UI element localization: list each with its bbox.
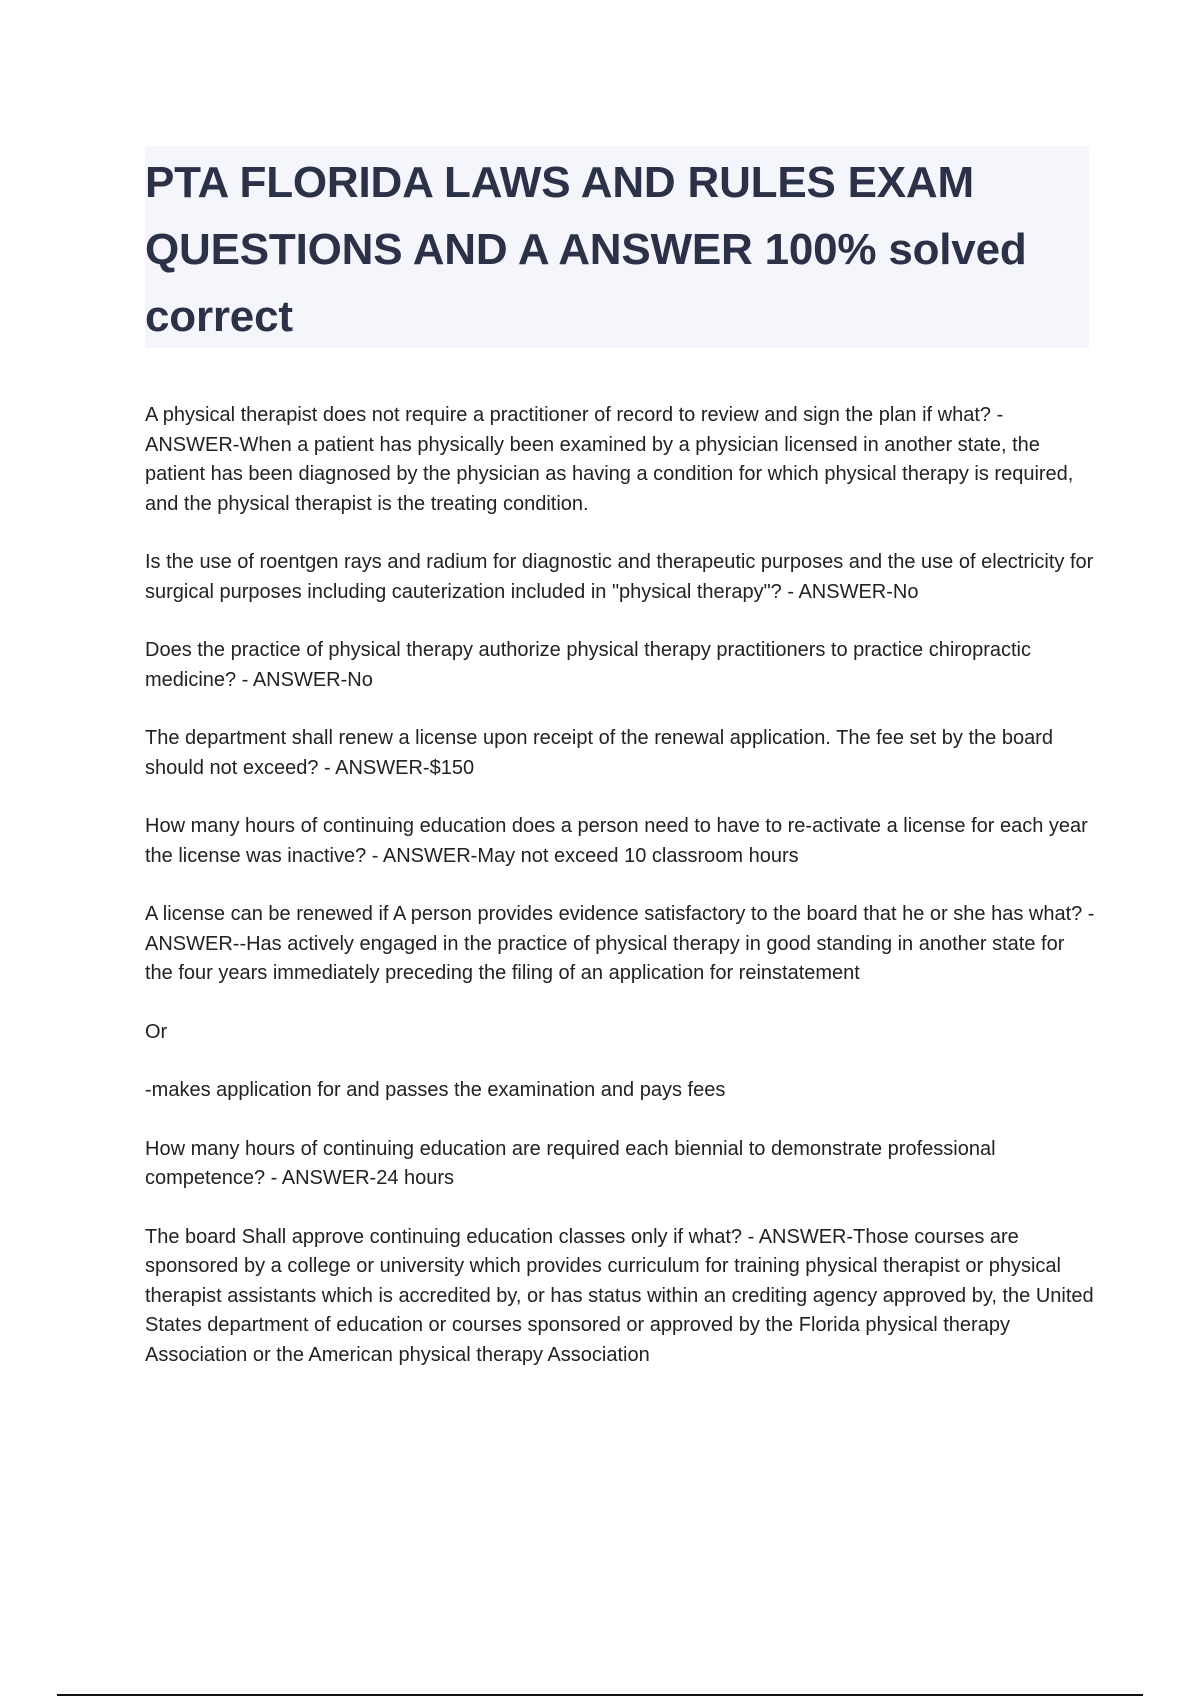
qa-paragraph: Or [145,1020,168,1043]
qa-paragraph: A physical therapist does not require a practitioner of record to review and sign the plan if what? - ANSWER-When a patient has physically been examined by a physician licensed in another state, the patient has been diagnosed by the physician as having a condition for which physical therapy is required, and the physical therapist is the treating condition. [145,404,1074,515]
document-title: PTA FLORIDA LAWS AND RULES EXAM QUESTIONS AND A ANSWER 100% solved correct [145,158,1027,341]
footer-divider [57,1694,1143,1696]
qa-paragraph: How many hours of continuing education does a person need to have to re-activate a license for each year the license was inactive? - ANSWER-May not exceed 10 classroom hours [145,815,1088,867]
qa-content [145,401,1095,1399]
qa-paragraph: -makes application for and passes the examination and pays fees [145,1079,726,1101]
qa-paragraph: Is the use of roentgen rays and radium for diagnostic and therapeutic purposes and the use of electricity for surgical purposes including cauterization included in "physical therapy"? - ANSWER-No [145,551,1094,603]
qa-paragraph: The board Shall approve continuing education classes only if what? - ANSWER-Those courses are sponsored by a college or university which provides curriculum for training physical therapist or physical therapist assistants which is accredited by, or has status within an crediting agency approved by, the United States department of education or courses sponsored or approved by the Florida physical therapy Association or the American physical therapy Association [145,1225,1094,1366]
qa-paragraph: How many hours of continuing education are required each biennial to demonstrate professional competence? - ANSWER-24 hours [145,1137,996,1189]
qa-paragraph: A license can be renewed if A person provides evidence satisfactory to the board that he or she has what? - ANSWER--Has actively engaged in the practice of physical therapy in good standing in another state for the four years immediately preceding the filing of an application for reinstatement [145,903,1095,984]
qa-paragraph: Does the practice of physical therapy authorize physical therapy practitioners to practice chiropractic medicine? - ANSWER-No [145,639,1031,691]
qa-paragraph: The department shall renew a license upon receipt of the renewal application. The fee set by the board should not exceed? - ANSWER-$150 [145,727,1053,779]
title-banner [145,146,1089,348]
